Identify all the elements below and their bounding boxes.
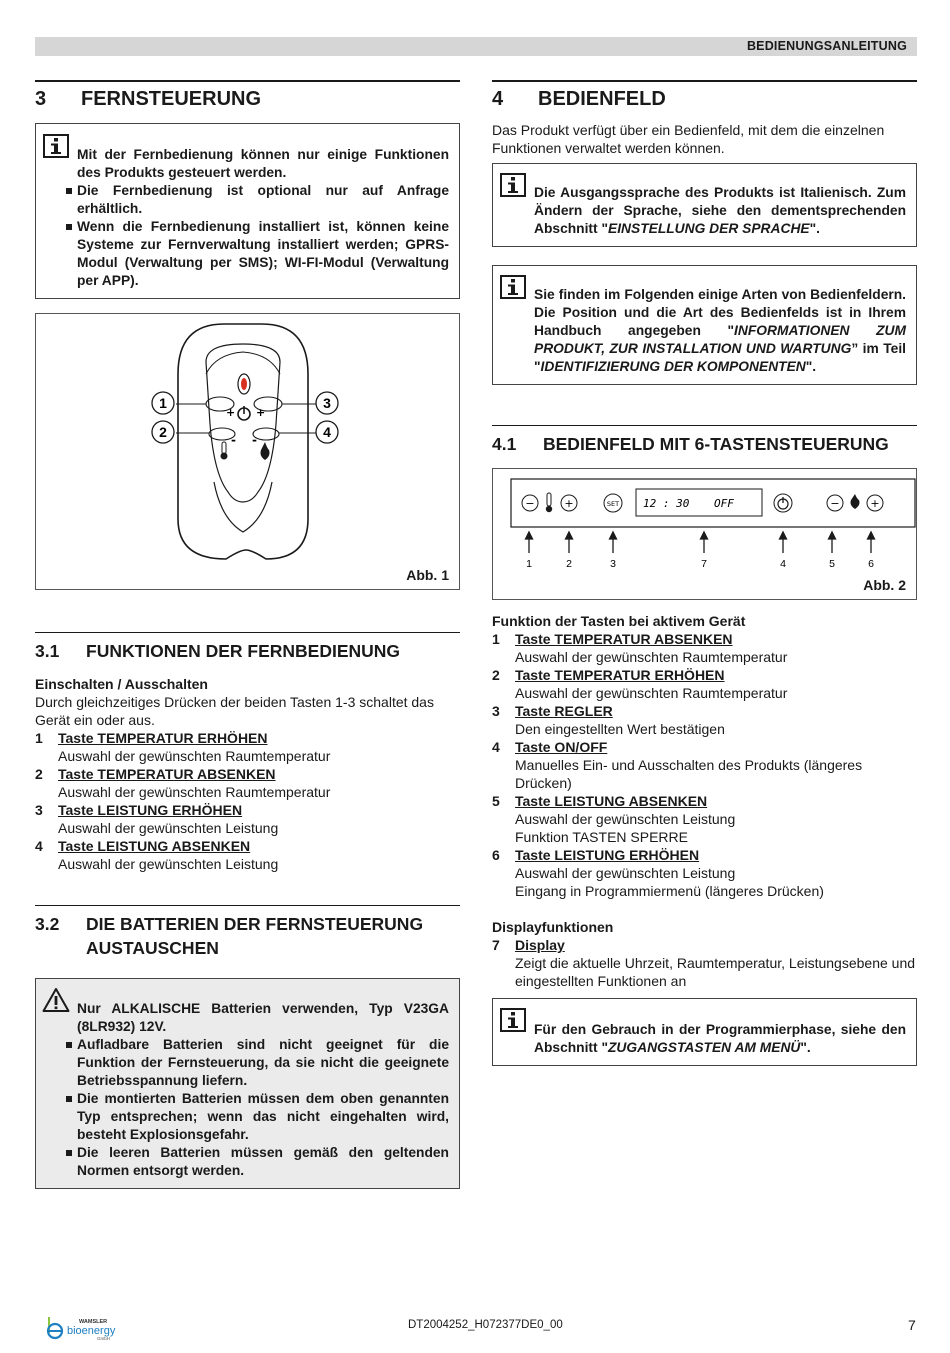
display-function-list [492,936,917,990]
warning-line: Nur ALKALISCHE Batterien verwenden, Typ V23GA (8LR932) 12V. [77,1001,449,1034]
item-number: 3 [35,802,43,818]
arrow-label-4: 4 [780,558,786,570]
item-number: 2 [35,766,43,782]
callout-4: 4 [323,424,331,440]
arrow-label-7: 7 [701,558,707,570]
paragraph: Das Produkt verfügt über ein Bedienfeld, mit dem die einzelnen Funktionen verwaltet werden können. [492,122,885,156]
plus-symbol: + [226,406,236,419]
item-desc: Den eingestellten Wert bestätigen [515,721,725,737]
minus-symbol: - [252,433,257,447]
list-item [492,702,917,738]
arrow-label-2: 2 [566,558,572,570]
item-desc: Auswahl der gewünschten Leistung [515,865,736,881]
section-title: FERNSTEUERUNG [81,88,262,110]
item-number: 4 [492,739,500,755]
item-desc: Auswahl der gewünschten Leistung [58,856,279,872]
item-desc: Manuelles Ein- und Ausschalten des Produkts (längeres Drücken) [515,757,863,791]
item-title: Taste TEMPERATUR ABSENKEN [515,631,733,647]
item-number: 7 [492,937,500,953]
item-number: 4 [35,838,43,854]
section-4-heading [492,80,917,111]
item-desc: Auswahl der gewünschten Raumtemperatur [58,784,331,800]
item-number: 1 [35,730,43,746]
list-item [492,792,917,846]
item-title: Taste LEISTUNG ERHÖHEN [58,802,243,818]
remote-function-list [35,729,460,873]
item-number: 3 [492,703,500,719]
info-icon [500,1008,526,1032]
panel-function-list [492,630,917,900]
list-item [35,837,460,873]
figure-caption: Abb. 2 [863,577,906,593]
document-code: DT2004252_H072377DE0_00 [408,1319,563,1331]
figure-control-panel [492,468,917,600]
page-number: 7 [908,1317,916,1333]
item-desc: Auswahl der gewünschten Leistung [58,820,279,836]
list-item [492,936,917,990]
arrow-label-3: 3 [610,558,616,570]
section-title: BEDIENFELD MIT 6-TASTENSTEUERUNG [543,434,889,454]
info-icon [43,134,69,158]
item-title: Taste TEMPERATUR ERHÖHEN [58,730,268,746]
note-text: Für den Gebrauch in der Programmierphase, siehe den Abschnitt " [534,1022,906,1055]
subsection-title: Displayfunktionen [492,919,614,935]
note-reference: EINSTELLUNG DER SPRACHE [608,221,810,236]
note-text: Die Ausgangssprache des Produkts ist Italienisch. Zum Ändern der Sprache, siehe den dementsprechenden Abschnitt " [534,185,906,236]
item-title: Taste TEMPERATUR ABSENKEN [58,766,276,782]
info-note-remote [35,123,460,299]
callout-1: 1 [159,395,167,411]
minus-symbol: - [231,433,236,447]
info-note-language [492,163,917,247]
display-status: OFF [714,497,734,510]
arrow-label-6: 6 [868,558,874,570]
list-item [492,846,917,900]
set-button-label: SET [606,500,620,508]
note-bullet: Wenn die Fernbedienung installiert ist, können keine Systeme zur Fernverwaltung installiert werden; GPRS-Modul (Verwaltung per SMS); WI-FI-Modul (Verwaltung per APP). [77,219,449,288]
item-number: 1 [492,631,500,647]
subsection-title: Funktion der Tasten bei aktivem Gerät [492,613,746,629]
callout-2: 2 [159,424,167,440]
logo-brand-sub: GmbH [97,1336,111,1341]
section-number: 4 [492,88,504,110]
item-title: Taste LEISTUNG ERHÖHEN [515,847,700,863]
list-item [35,729,460,765]
left-column [35,80,460,1189]
note-bullet: Die Fernbedienung ist optional nur auf Anfrage erhältlich. [77,183,449,216]
section-3-2-heading [35,905,460,960]
figure-caption: Abb. 1 [406,567,449,583]
list-item [492,738,917,792]
item-title: Taste LEISTUNG ABSENKEN [58,838,251,854]
display-time: 12 : 30 [643,497,690,510]
item-title: Taste TEMPERATUR ERHÖHEN [515,667,725,683]
item-desc: Auswahl der gewünschten Raumtemperatur [515,649,788,665]
list-item [35,801,460,837]
section-4-1-heading [492,425,917,456]
callout-3: 3 [323,395,331,411]
section-title: DIE BATTERIEN DER FERNSTEUERUNG AUSTAUSCHEN [86,914,424,958]
item-title: Display [515,937,565,953]
warning-bullet: Aufladbare Batterien sind nicht geeignet für die Funktion der Fernsteuerung, da sie nicht die geeignete Betriebsspannung liefern. [77,1037,449,1088]
arrow-label-5: 5 [829,558,835,570]
item-title: Taste LEISTUNG ABSENKEN [515,793,708,809]
warning-icon [42,987,70,1013]
item-number: 2 [492,667,500,683]
note-text: ". [800,1040,811,1055]
arrow-label-1: 1 [526,558,532,570]
note-line: Mit der Fernbedienung können nur einige Funktionen des Produkts gesteuert werden. [77,147,449,180]
header-title: BEDIENUNGSANLEITUNG [746,39,907,53]
list-item [35,765,460,801]
section-number: 3.1 [35,641,60,661]
item-desc: Auswahl der gewünschten Raumtemperatur [515,685,788,701]
item-desc: Eingang in Programmiermenü (längeres Drücken) [515,883,824,899]
list-item [492,666,917,702]
note-reference: IDENTIFIZIERUNG DER KOMPONENTEN [540,359,806,374]
item-desc: Funktion TASTEN SPERRE [515,829,688,845]
figure-remote [35,313,460,590]
note-text: ". [805,359,817,374]
section-number: 4.1 [492,434,517,454]
item-title: Taste ON/OFF [515,739,608,755]
note-text: Sie finden im Folgenden einige Arten von Bedienfeldern. Die Position und die Art des Bedienfelds ist in Ihrem Handbuch angegeben " [534,287,906,338]
minus-button-label: − [525,497,535,510]
section-title: FUNKTIONEN DER FERNBEDIENUNG [86,641,401,661]
logo-brand-top: WAMSLER [79,1319,108,1325]
item-number: 5 [492,793,500,809]
section-number: 3.2 [35,914,60,934]
note-reference: ZUGANGSTASTEN AM MENÜ [608,1040,801,1055]
plus-button-label: + [870,497,880,510]
note-text: ” im Teil " [534,341,906,374]
plus-symbol: + [256,406,266,419]
warning-bullet: Die montierten Batterien müssen dem oben genannten Typ entsprechen; wenn das nicht eingehalten wird, besteht Explosionsgefahr. [77,1091,449,1142]
item-number: 6 [492,847,500,863]
list-item [492,630,917,666]
info-icon [500,173,526,197]
note-text: ". [809,221,820,236]
warning-bullet: Die leeren Batterien müssen gemäß den geltenden Normen entsorgt werden. [77,1145,449,1178]
info-note-panels [492,265,917,385]
section-3-1-heading [35,632,460,663]
item-desc: Auswahl der gewünschten Raumtemperatur [58,748,331,764]
right-column [492,80,917,1066]
paragraph: Durch gleichzeitiges Drücken der beiden Tasten 1-3 schaltet das Gerät ein oder aus. [35,694,434,728]
item-desc: Zeigt die aktuelle Uhrzeit, Raumtemperatur, Leistungsebene und eingestellten Funktionen an [515,955,916,989]
control-panel-illustration [493,469,916,599]
info-note-programming [492,998,917,1066]
plus-button-label: + [564,497,574,510]
section-number: 3 [35,88,47,110]
header-bar [35,37,917,56]
logo-brand-main: bioenergy [67,1325,116,1337]
section-title: BEDIENFELD [538,88,666,110]
company-logo [45,1313,135,1346]
note-reference: INFORMATIONEN ZUM PRODUKT, ZUR INSTALLATION UND WARTUNG [534,323,906,356]
item-desc: Auswahl der gewünschten Leistung [515,811,736,827]
section-3-heading [35,80,460,111]
subsection-title: Einschalten / Ausschalten [35,676,208,692]
remote-control-illustration [36,314,459,589]
minus-button-label: − [830,497,840,510]
item-title: Taste REGLER [515,703,613,719]
warning-note-batteries [35,978,460,1189]
info-icon [500,275,526,299]
